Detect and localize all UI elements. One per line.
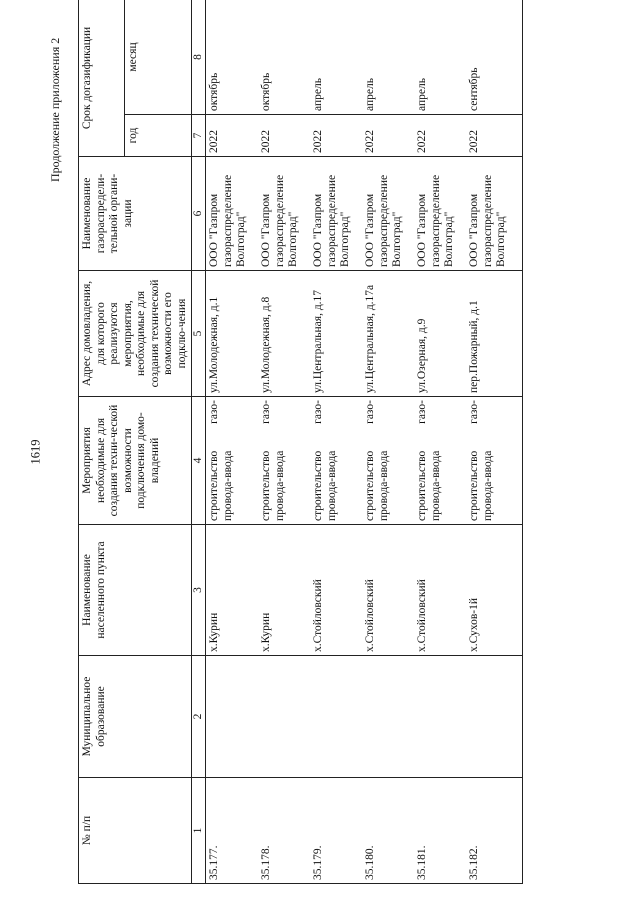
table-body bbox=[206, 0, 523, 884]
header-settlement: Наименование населенного пункта bbox=[79, 525, 192, 656]
cell-year: 2022 bbox=[466, 115, 523, 157]
cell-num: 35.178. bbox=[258, 778, 310, 884]
col-number: 7 bbox=[192, 115, 206, 157]
cell-municipality bbox=[414, 656, 466, 778]
cell-address: ул.Озерная, д.9 bbox=[414, 271, 466, 397]
table-row bbox=[310, 0, 362, 884]
cell-month: апрель bbox=[362, 0, 414, 115]
cell-settlement: х.Стойловский bbox=[310, 525, 362, 656]
header-year: год bbox=[124, 115, 191, 157]
cell-org: ООО "Газпром газораспределение Волгоград" bbox=[362, 157, 414, 271]
cell-org: ООО "Газпром газораспределение Волгоград" bbox=[258, 157, 310, 271]
cell-settlement: х.Курин bbox=[206, 525, 259, 656]
cell-municipality bbox=[362, 656, 414, 778]
header-measures: Мероприятия необходимые для создания техни-ческой возможности подключения домо-владений bbox=[79, 397, 192, 525]
column-number-row bbox=[192, 0, 206, 884]
header-org: Наименование газораспредели-тельной органи-зации bbox=[79, 157, 192, 271]
col-number: 8 bbox=[192, 0, 206, 115]
col-number: 4 bbox=[192, 397, 206, 525]
col-number: 3 bbox=[192, 525, 206, 656]
cell-year: 2022 bbox=[258, 115, 310, 157]
header-address: Адрес домовладения, для которого реализуются мероприятия, необходимые для создания технической возможности его подклю-чения bbox=[79, 271, 192, 397]
cell-measures: строительство газо-провода-ввода bbox=[206, 397, 259, 525]
cell-month: октябрь bbox=[206, 0, 259, 115]
cell-settlement: х.Стойловский bbox=[362, 525, 414, 656]
cell-num: 35.179. bbox=[310, 778, 362, 884]
cell-month: апрель bbox=[414, 0, 466, 115]
table-row bbox=[466, 0, 523, 884]
table-row bbox=[206, 0, 259, 884]
cell-settlement: х.Сухов-1й bbox=[466, 525, 523, 656]
cell-municipality bbox=[466, 656, 523, 778]
header-month: месяц bbox=[124, 0, 191, 115]
header-term: Срок догазификации bbox=[79, 0, 125, 157]
cell-org: ООО "Газпром газораспределение Волгоград" bbox=[466, 157, 523, 271]
col-number: 6 bbox=[192, 157, 206, 271]
table-row bbox=[362, 0, 414, 884]
cell-address: ул.Молодежная, д.8 bbox=[258, 271, 310, 397]
cell-year: 2022 bbox=[310, 115, 362, 157]
page-number: 1619 bbox=[28, 439, 43, 465]
cell-address: ул.Молодежная, д.1 bbox=[206, 271, 259, 397]
cell-num: 35.182. bbox=[466, 778, 523, 884]
table-header bbox=[79, 0, 206, 884]
col-number: 1 bbox=[192, 778, 206, 884]
col-number: 2 bbox=[192, 656, 206, 778]
cell-measures: строительство газо-провода-ввода bbox=[466, 397, 523, 525]
cell-municipality bbox=[206, 656, 259, 778]
cell-org: ООО "Газпром газораспределение Волгоград" bbox=[310, 157, 362, 271]
cell-month: октябрь bbox=[258, 0, 310, 115]
appendix-caption: Продолжение приложения 2 bbox=[48, 37, 62, 182]
cell-num: 35.180. bbox=[362, 778, 414, 884]
rotated-table-sheet bbox=[78, 0, 633, 884]
cell-org: ООО "Газпром газораспределение Волгоград" bbox=[414, 157, 466, 271]
cell-org: ООО "Газпром газораспределение Волгоград" bbox=[206, 157, 259, 271]
table-row bbox=[414, 0, 466, 884]
cell-num: 35.181. bbox=[414, 778, 466, 884]
cell-num: 35.177. bbox=[206, 778, 259, 884]
cell-address: ул.Центральная, д.17а bbox=[362, 271, 414, 397]
cell-year: 2022 bbox=[206, 115, 259, 157]
cell-municipality bbox=[258, 656, 310, 778]
cell-measures: строительство газо-провода-ввода bbox=[362, 397, 414, 525]
cell-year: 2022 bbox=[414, 115, 466, 157]
cell-year: 2022 bbox=[362, 115, 414, 157]
header-municipality: Муниципальное образование bbox=[79, 656, 192, 778]
cell-measures: строительство газо-провода-ввода bbox=[310, 397, 362, 525]
gasification-table bbox=[78, 0, 523, 884]
cell-month: сентябрь bbox=[466, 0, 523, 115]
cell-settlement: х.Стойловский bbox=[414, 525, 466, 656]
cell-measures: строительство газо-провода-ввода bbox=[414, 397, 466, 525]
table-row bbox=[258, 0, 310, 884]
cell-address: ул.Центральная, д.17 bbox=[310, 271, 362, 397]
cell-settlement: х.Курин bbox=[258, 525, 310, 656]
cell-municipality bbox=[310, 656, 362, 778]
cell-address: пер.Пожарный, д.1 bbox=[466, 271, 523, 397]
cell-month: апрель bbox=[310, 0, 362, 115]
col-number: 5 bbox=[192, 271, 206, 397]
header-num: № п/п bbox=[79, 778, 192, 884]
cell-measures: строительство газо-провода-ввода bbox=[258, 397, 310, 525]
